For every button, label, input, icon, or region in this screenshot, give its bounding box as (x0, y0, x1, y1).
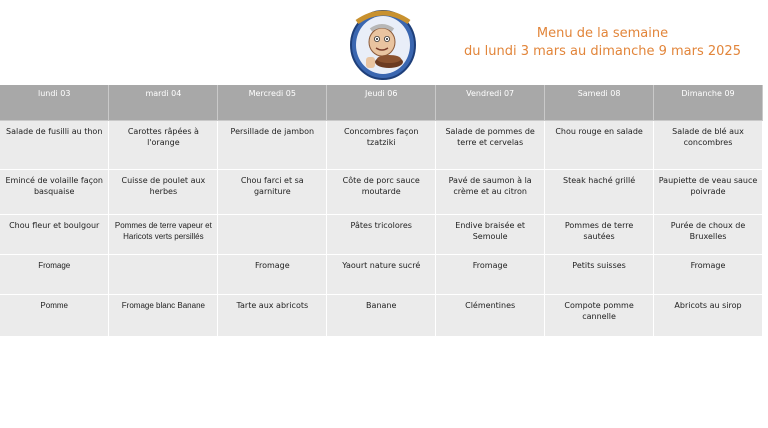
menu-cell: Salade de fusilli au thon (0, 121, 109, 170)
menu-cell: Salade de blé aux concombres (654, 121, 763, 170)
weekly-menu-table (0, 85, 763, 337)
menu-cell: Concombres façon tzatziki (327, 121, 436, 170)
menu-cell: Fromage (218, 255, 327, 295)
menu-cell (109, 255, 218, 295)
menu-cell: Endive braisée et Semoule (436, 215, 545, 255)
menu-cell: Yaourt nature sucré (327, 255, 436, 295)
menu-cell: Fromage blanc Banane (109, 295, 218, 337)
menu-cell: Pommes de terre vapeur et Haricots verts persillés (109, 215, 218, 255)
side-dish-row (0, 215, 763, 255)
day-header-mercredi: Mercredi 05 (218, 85, 327, 121)
menu-cell: Pavé de saumon à la crème et au citron (436, 170, 545, 215)
main-course-row (0, 170, 763, 215)
menu-cell: Tarte aux abricots (218, 295, 327, 337)
menu-cell: Chou rouge en salade (545, 121, 654, 170)
menu-cell: Pâtes tricolores (327, 215, 436, 255)
menu-cell: Cuisse de poulet aux herbes (109, 170, 218, 215)
menu-cell: Petits suisses (545, 255, 654, 295)
day-header-dimanche: Dimanche 09 (654, 85, 763, 121)
menu-cell: Banane (327, 295, 436, 337)
menu-cell: Salade de pommes de terre et cervelas (436, 121, 545, 170)
menu-cell: Pomme (0, 295, 109, 337)
menu-cell: Abricots au sirop (654, 295, 763, 337)
menu-cell: Paupiette de veau sauce poivrade (654, 170, 763, 215)
menu-cell: Purée de choux de Bruxelles (654, 215, 763, 255)
menu-cell: Compote pomme cannelle (545, 295, 654, 337)
menu-cell: Fromage (436, 255, 545, 295)
day-header-jeudi: Jeudi 06 (327, 85, 436, 121)
starter-row (0, 121, 763, 170)
menu-cell: Carottes râpées à l'orange (109, 121, 218, 170)
dessert-row (0, 295, 763, 337)
menu-cell: Fromage (654, 255, 763, 295)
menu-cell: Clémentines (436, 295, 545, 337)
menu-cell: Steak haché grillé (545, 170, 654, 215)
day-header-mardi: mardi 04 (109, 85, 218, 121)
menu-cell: Emincé de volaille façon basquaise (0, 170, 109, 215)
menu-cell: Fromage (0, 255, 109, 295)
chef-mascot-logo (342, 6, 424, 82)
menu-cell: Persillade de jambon (218, 121, 327, 170)
menu-cell: Chou fleur et boulgour (0, 215, 109, 255)
day-header-vendredi: Vendredi 07 (436, 85, 545, 121)
menu-cell (218, 215, 327, 255)
menu-title (440, 26, 765, 60)
title-date-range: du lundi 3 mars au dimanche 9 mars 2025 (464, 44, 741, 59)
menu-cell: Chou farci et sa garniture (218, 170, 327, 215)
menu-cell: Pommes de terre sautées (545, 215, 654, 255)
day-header-row (0, 85, 763, 121)
day-header-samedi: Samedi 08 (545, 85, 654, 121)
menu-cell: Côte de porc sauce moutarde (327, 170, 436, 215)
title-week: Menu de la semaine (536, 26, 669, 41)
day-header-lundi: lundi 03 (0, 85, 109, 121)
dairy-row (0, 255, 763, 295)
